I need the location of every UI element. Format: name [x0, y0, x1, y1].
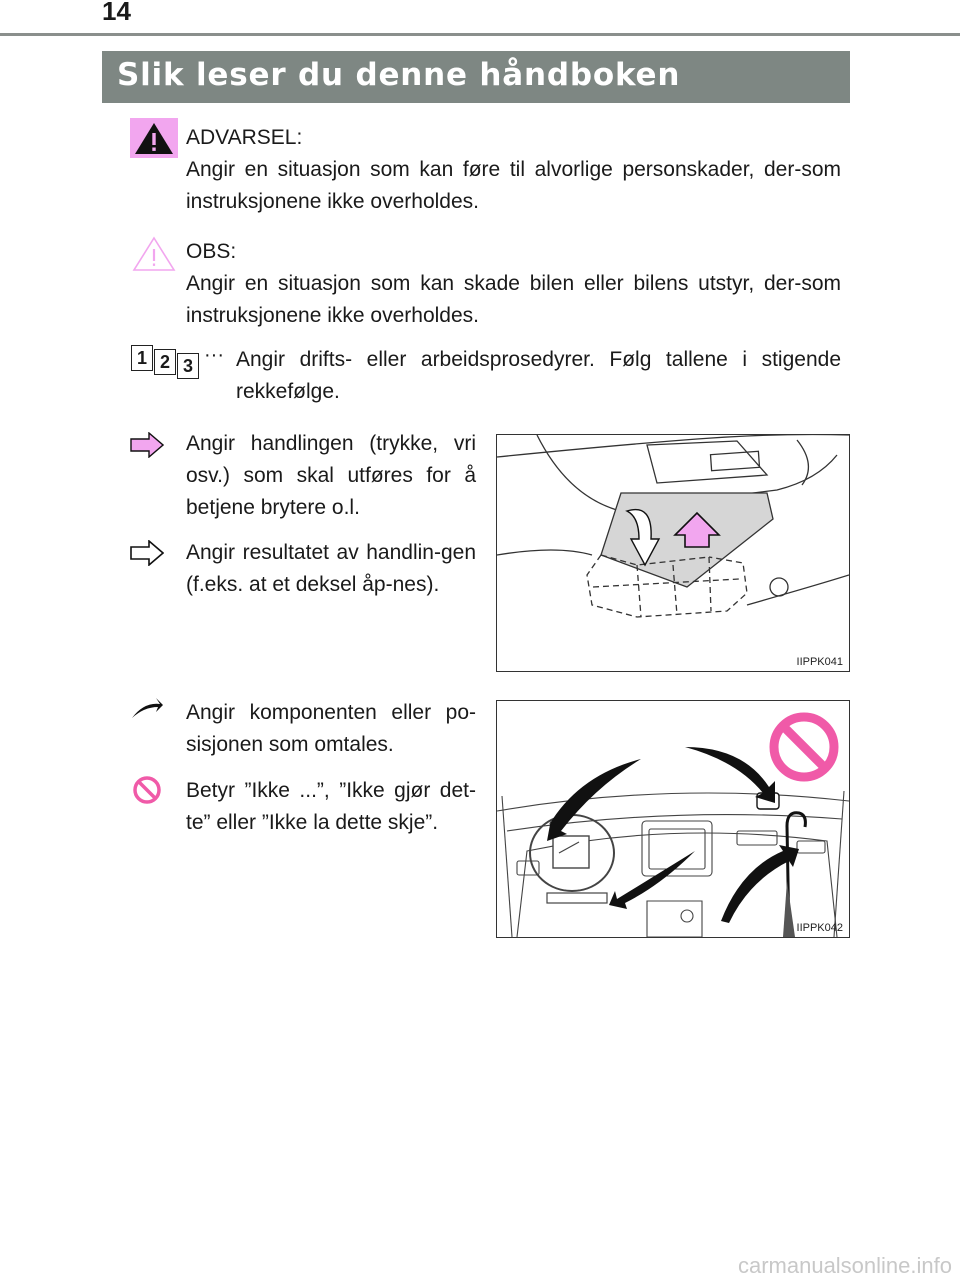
outline-arrow-icon	[130, 540, 164, 566]
step-numbers-icon	[131, 345, 206, 381]
warning-block	[186, 122, 841, 218]
action-text: Angir handlingen (trykke, vri osv.) som skal utføres for å betjene brytere o.l.	[186, 432, 476, 519]
header-rule	[0, 33, 960, 36]
warning-heading: ADVARSEL:	[186, 126, 303, 149]
figure-2-caption: IIPPK042	[796, 922, 843, 934]
section-title: Slik leser du denne håndboken	[117, 57, 681, 93]
notice-block	[186, 236, 841, 332]
warning-triangle-icon	[130, 118, 178, 158]
procedure-dots: ···	[204, 344, 224, 366]
step-number-1: 1	[131, 345, 153, 371]
dashboard-illustration	[497, 701, 849, 937]
figure-dashboard	[496, 700, 850, 938]
pointer-arrow-icon	[130, 696, 164, 722]
result-text: Angir resultatet av handlin-gen (f.eks. at et deksel åp-nes).	[186, 541, 476, 596]
overhead-console-illustration	[497, 435, 849, 671]
notice-text: Angir en situasjon som kan skade bilen eller bilens utstyr, der-som instruksjonene ikke overholdes.	[186, 272, 841, 327]
footer-watermark: carmanualsonline.info	[737, 1253, 952, 1278]
section-banner	[102, 51, 850, 103]
procedure-text: Angir drifts- eller arbeidsprosedyrer. Følg tallene i stigende rekkefølge.	[236, 348, 841, 403]
figure-overhead-console	[496, 434, 850, 672]
prohibition-text: Betyr ”Ikke ...”, ”Ikke gjør det-te” eller ”Ikke la dette skje”.	[186, 779, 476, 834]
notice-triangle-icon	[130, 234, 178, 274]
step-number-2: 2	[154, 349, 176, 375]
figure-1-caption: IIPPK041	[796, 656, 843, 668]
component-text: Angir komponenten eller po-sisjonen som omtales.	[186, 701, 476, 756]
notice-heading: OBS:	[186, 240, 237, 263]
step-number-3: 3	[177, 353, 199, 379]
filled-arrow-icon	[130, 432, 164, 458]
warning-text: Angir en situasjon som kan føre til alvorlige personskader, der-som instruksjonene ikke overholdes.	[186, 158, 841, 213]
page-number: 14	[102, 0, 131, 26]
prohibition-icon	[132, 775, 162, 805]
